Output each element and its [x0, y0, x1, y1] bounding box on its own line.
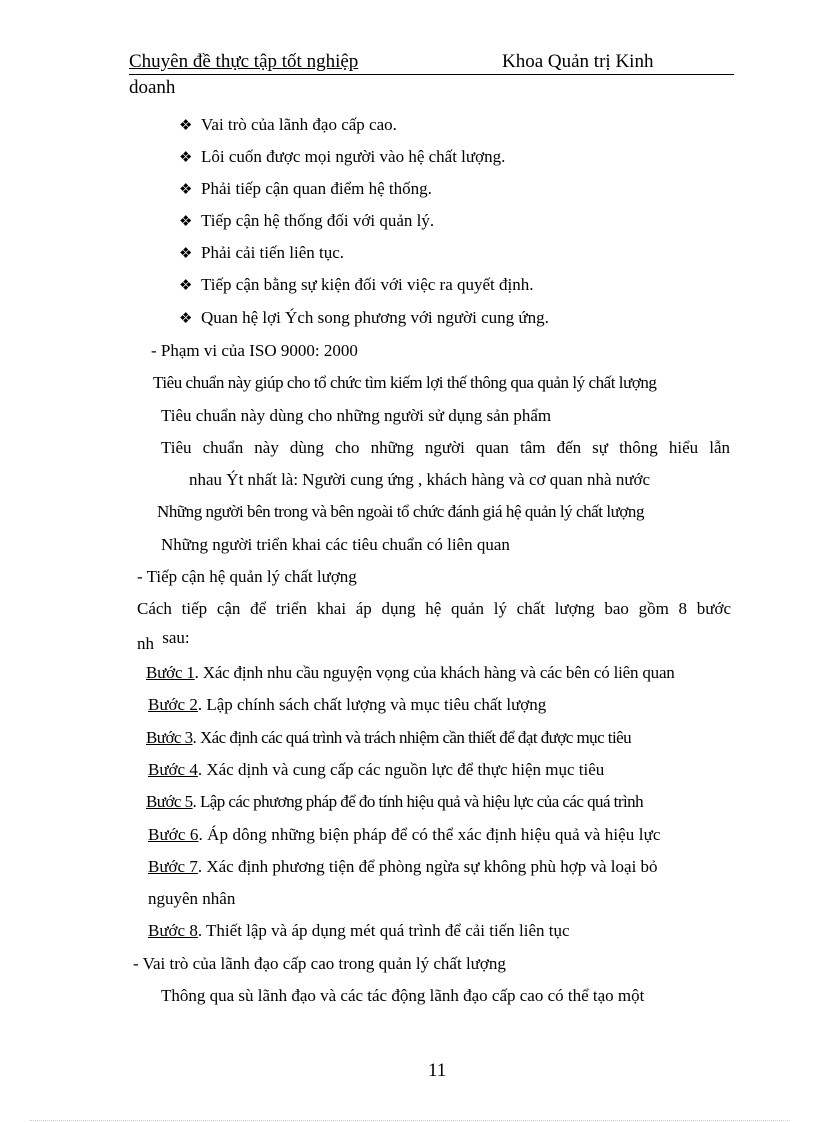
leadership-heading: - Vai trò của lãnh đạo cấp cao trong quản lý chất lượng	[133, 954, 506, 973]
step-label: Bước 1	[146, 663, 195, 682]
principle-text: Lôi cuốn được mọi người vào hệ chất lượng.	[201, 147, 506, 166]
principle-text: Phải tiếp cận quan điểm hệ thống.	[201, 179, 432, 198]
step-item	[146, 791, 643, 813]
step-text: . Lập các phương pháp để đo tính hiệu quả và hiệu lực của các quá trình	[192, 792, 644, 811]
step-text: . Xác dịnh và cung cấp các nguồn lực để thực hiện mục tiêu	[197, 760, 605, 779]
principle-item	[179, 146, 505, 168]
principle-text: Tiếp cận hệ thống đối với quản lý.	[201, 211, 435, 230]
scope-heading: - Phạm vi của ISO 9000: 2000	[151, 341, 358, 360]
scope-line: Tiêu chuẩn này dùng cho những người sử dụng sản phẩm	[161, 406, 552, 425]
principle-text: Quan hệ lợi Ých song phương với người cung ứng.	[201, 308, 549, 327]
principle-item	[179, 274, 534, 296]
scope-line: nhau Ýt nhất là: Người cung ứng , khách hàng và cơ quan nhà nước	[189, 470, 651, 489]
step-text: . Thiết lập và áp dụng mét quá trình để cải tiến liên tục	[197, 921, 570, 940]
diamond-bullet-icon: ❖	[179, 309, 193, 327]
step-item	[148, 920, 570, 942]
step-label: Bước 5	[146, 792, 193, 811]
step-label: Bước 6	[148, 825, 199, 844]
page-number: 11	[428, 1060, 447, 1081]
approach-intro-fragment: nh	[137, 634, 154, 653]
principle-item	[179, 114, 397, 136]
scope-line: Những người triển khai các tiêu chuẩn có liên quan	[161, 535, 510, 554]
principle-item	[179, 178, 432, 200]
principle-item	[179, 210, 434, 232]
step-text: . Xác định nhu cầu nguyện vọng của khách hàng và các bên có liên quan	[194, 663, 675, 682]
diamond-bullet-icon: ❖	[179, 148, 193, 166]
step-text: . Xác định các quá trình và trách nhiệm cần thiết để đạt được mục tiêu	[192, 728, 632, 747]
principle-item	[179, 242, 344, 264]
leadership-line: Thông qua sù lãnh đạo và các tác động lãnh đạo cấp cao có thể tạo một	[161, 986, 645, 1005]
step-text: . Xác định phương tiện để phòng ngừa sự không phù hợp và loại bỏ	[197, 857, 658, 876]
diamond-bullet-icon: ❖	[179, 180, 193, 198]
scope-line: Tiêu chuẩn này giúp cho tổ chức tìm kiếm lợi thế thông qua quản lý chất lượng	[153, 373, 657, 392]
step-item	[146, 662, 675, 684]
step-continuation: nguyên nhân	[148, 889, 236, 908]
approach-heading: - Tiếp cận hệ quản lý chất lượng	[137, 567, 357, 586]
header-continuation: doanh	[129, 77, 176, 98]
step-item	[148, 694, 546, 716]
diamond-bullet-icon: ❖	[179, 212, 193, 230]
step-item	[148, 759, 604, 781]
scope-line: Những người bên trong và bên ngoài tổ chức đánh giá hệ quản lý chất lượng	[157, 502, 645, 521]
step-label: Bước 4	[148, 760, 198, 779]
principle-item	[179, 307, 549, 329]
step-label: Bước 8	[148, 921, 198, 940]
step-item	[148, 824, 661, 846]
principle-text: Tiếp cận bằng sự kiện đối với việc ra quyết định.	[201, 275, 534, 294]
step-item	[146, 727, 631, 749]
page-bottom-divider	[30, 1120, 790, 1121]
step-item	[148, 856, 658, 878]
step-text: . Lập chính sách chất lượng và mục tiêu chất lượng	[197, 695, 547, 714]
approach-intro: Cách tiếp cận để triển khai áp dụng hệ quản lý chất lượng bao gồm 8 bước	[137, 599, 731, 618]
step-text: . Áp dông những biện pháp để có thể xác định hiệu quả và hiệu lực	[198, 825, 661, 844]
approach-intro-fragment: sau:	[162, 628, 190, 647]
diamond-bullet-icon: ❖	[179, 116, 193, 134]
header-left: Chuyên đề thực tập tốt nghiệp	[129, 51, 359, 72]
page-header	[129, 50, 734, 75]
step-label: Bước 3	[146, 728, 193, 747]
diamond-bullet-icon: ❖	[179, 244, 193, 262]
scope-line: Tiêu chuẩn này dùng cho những người quan tâm đến sự thông hiểu lẫn	[161, 438, 730, 457]
header-right: Khoa Quản trị Kinh	[502, 51, 654, 72]
approach-intro-cont	[137, 628, 190, 655]
step-label: Bước 7	[148, 857, 198, 876]
diamond-bullet-icon: ❖	[179, 276, 193, 294]
step-label: Bước 2	[148, 695, 198, 714]
principle-text: Phải cải tiến liên tục.	[201, 243, 345, 262]
principle-text: Vai trò của lãnh đạo cấp cao.	[201, 115, 397, 134]
